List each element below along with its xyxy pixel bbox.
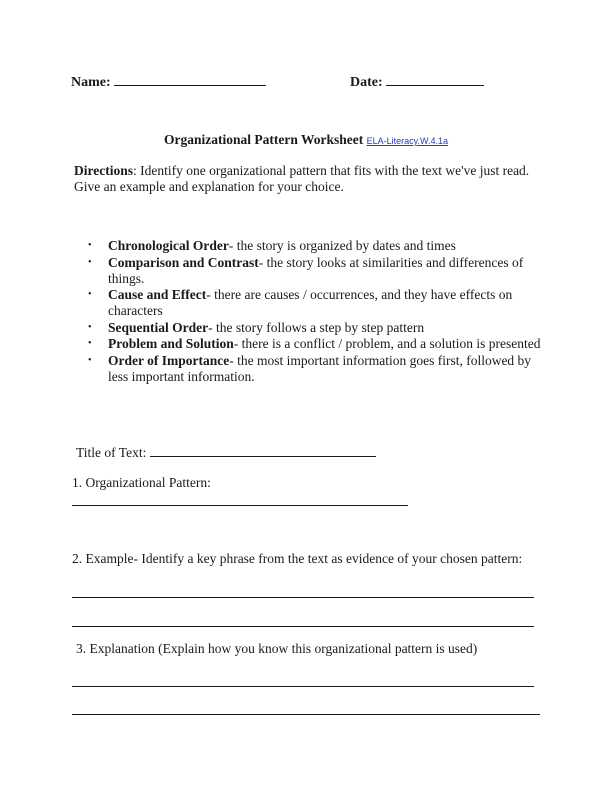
pattern-term: Comparison and Contrast (108, 254, 259, 270)
date-blank-line[interactable] (386, 73, 484, 86)
title-of-text-blank-line[interactable] (150, 444, 376, 457)
title-of-text-field (76, 444, 376, 461)
bullet-icon: • (88, 289, 92, 300)
list-item (88, 255, 548, 287)
name-blank-line[interactable] (114, 73, 266, 86)
pattern-term: Chronological Order (108, 238, 229, 253)
answer-line-3b[interactable] (72, 714, 540, 715)
pattern-desc: - the most important information goes first, followed by less important information. (108, 352, 532, 384)
list-item (88, 320, 548, 336)
list-item (88, 353, 548, 385)
answer-line-2b[interactable] (72, 626, 534, 627)
pattern-term: Problem and Solution (108, 336, 234, 351)
list-item (88, 287, 548, 319)
pattern-term: Sequential Order (108, 319, 209, 335)
list-item (88, 238, 548, 254)
pattern-desc: - the story looks at similarities and differences of things. (108, 254, 524, 286)
pattern-desc: - there are causes / occurrences, and they have effects on characters (108, 287, 513, 318)
page-title-text: Organizational Pattern Worksheet (164, 132, 364, 147)
answer-line-1[interactable] (72, 505, 408, 506)
pattern-term: Order of Importance (108, 352, 230, 368)
pattern-desc: - the story follows a step by step pattern (208, 319, 425, 335)
standard-link[interactable]: ELA-Literacy.W.4.1a (366, 136, 448, 146)
directions-label: Directions (74, 163, 133, 178)
date-label: Date: (350, 75, 383, 90)
bullet-icon: • (88, 256, 92, 268)
bullet-icon: • (88, 354, 92, 366)
directions (74, 163, 534, 195)
directions-text: : Identify one organizational pattern that fits with the text we've just read. Give an example and explanation for your choice. (74, 163, 530, 194)
list-item (88, 336, 548, 352)
question-3-label: 3. Explanation (Explain how you know this organizational pattern is used) (76, 641, 478, 656)
answer-line-3a[interactable] (72, 686, 534, 687)
bullet-icon: • (88, 338, 92, 349)
pattern-desc: - there is a conflict / problem, and a solution is presented (233, 336, 541, 351)
answer-line-2a[interactable] (72, 597, 534, 598)
bullet-icon: • (88, 321, 92, 333)
date-field (350, 73, 484, 91)
question-2-label: 2. Example- Identify a key phrase from the text as evidence of your chosen pattern: (72, 551, 523, 566)
pattern-term: Cause and Effect (108, 287, 207, 302)
bullet-icon: • (88, 240, 92, 251)
pattern-list (88, 238, 548, 385)
page-title (0, 132, 612, 148)
question-1-label: 1. Organizational Pattern: (72, 475, 211, 490)
pattern-desc: - the story is organized by dates and times (228, 238, 456, 253)
title-of-text-label: Title of Text: (76, 445, 147, 460)
name-label: Name: (71, 75, 111, 90)
name-field (71, 73, 266, 91)
